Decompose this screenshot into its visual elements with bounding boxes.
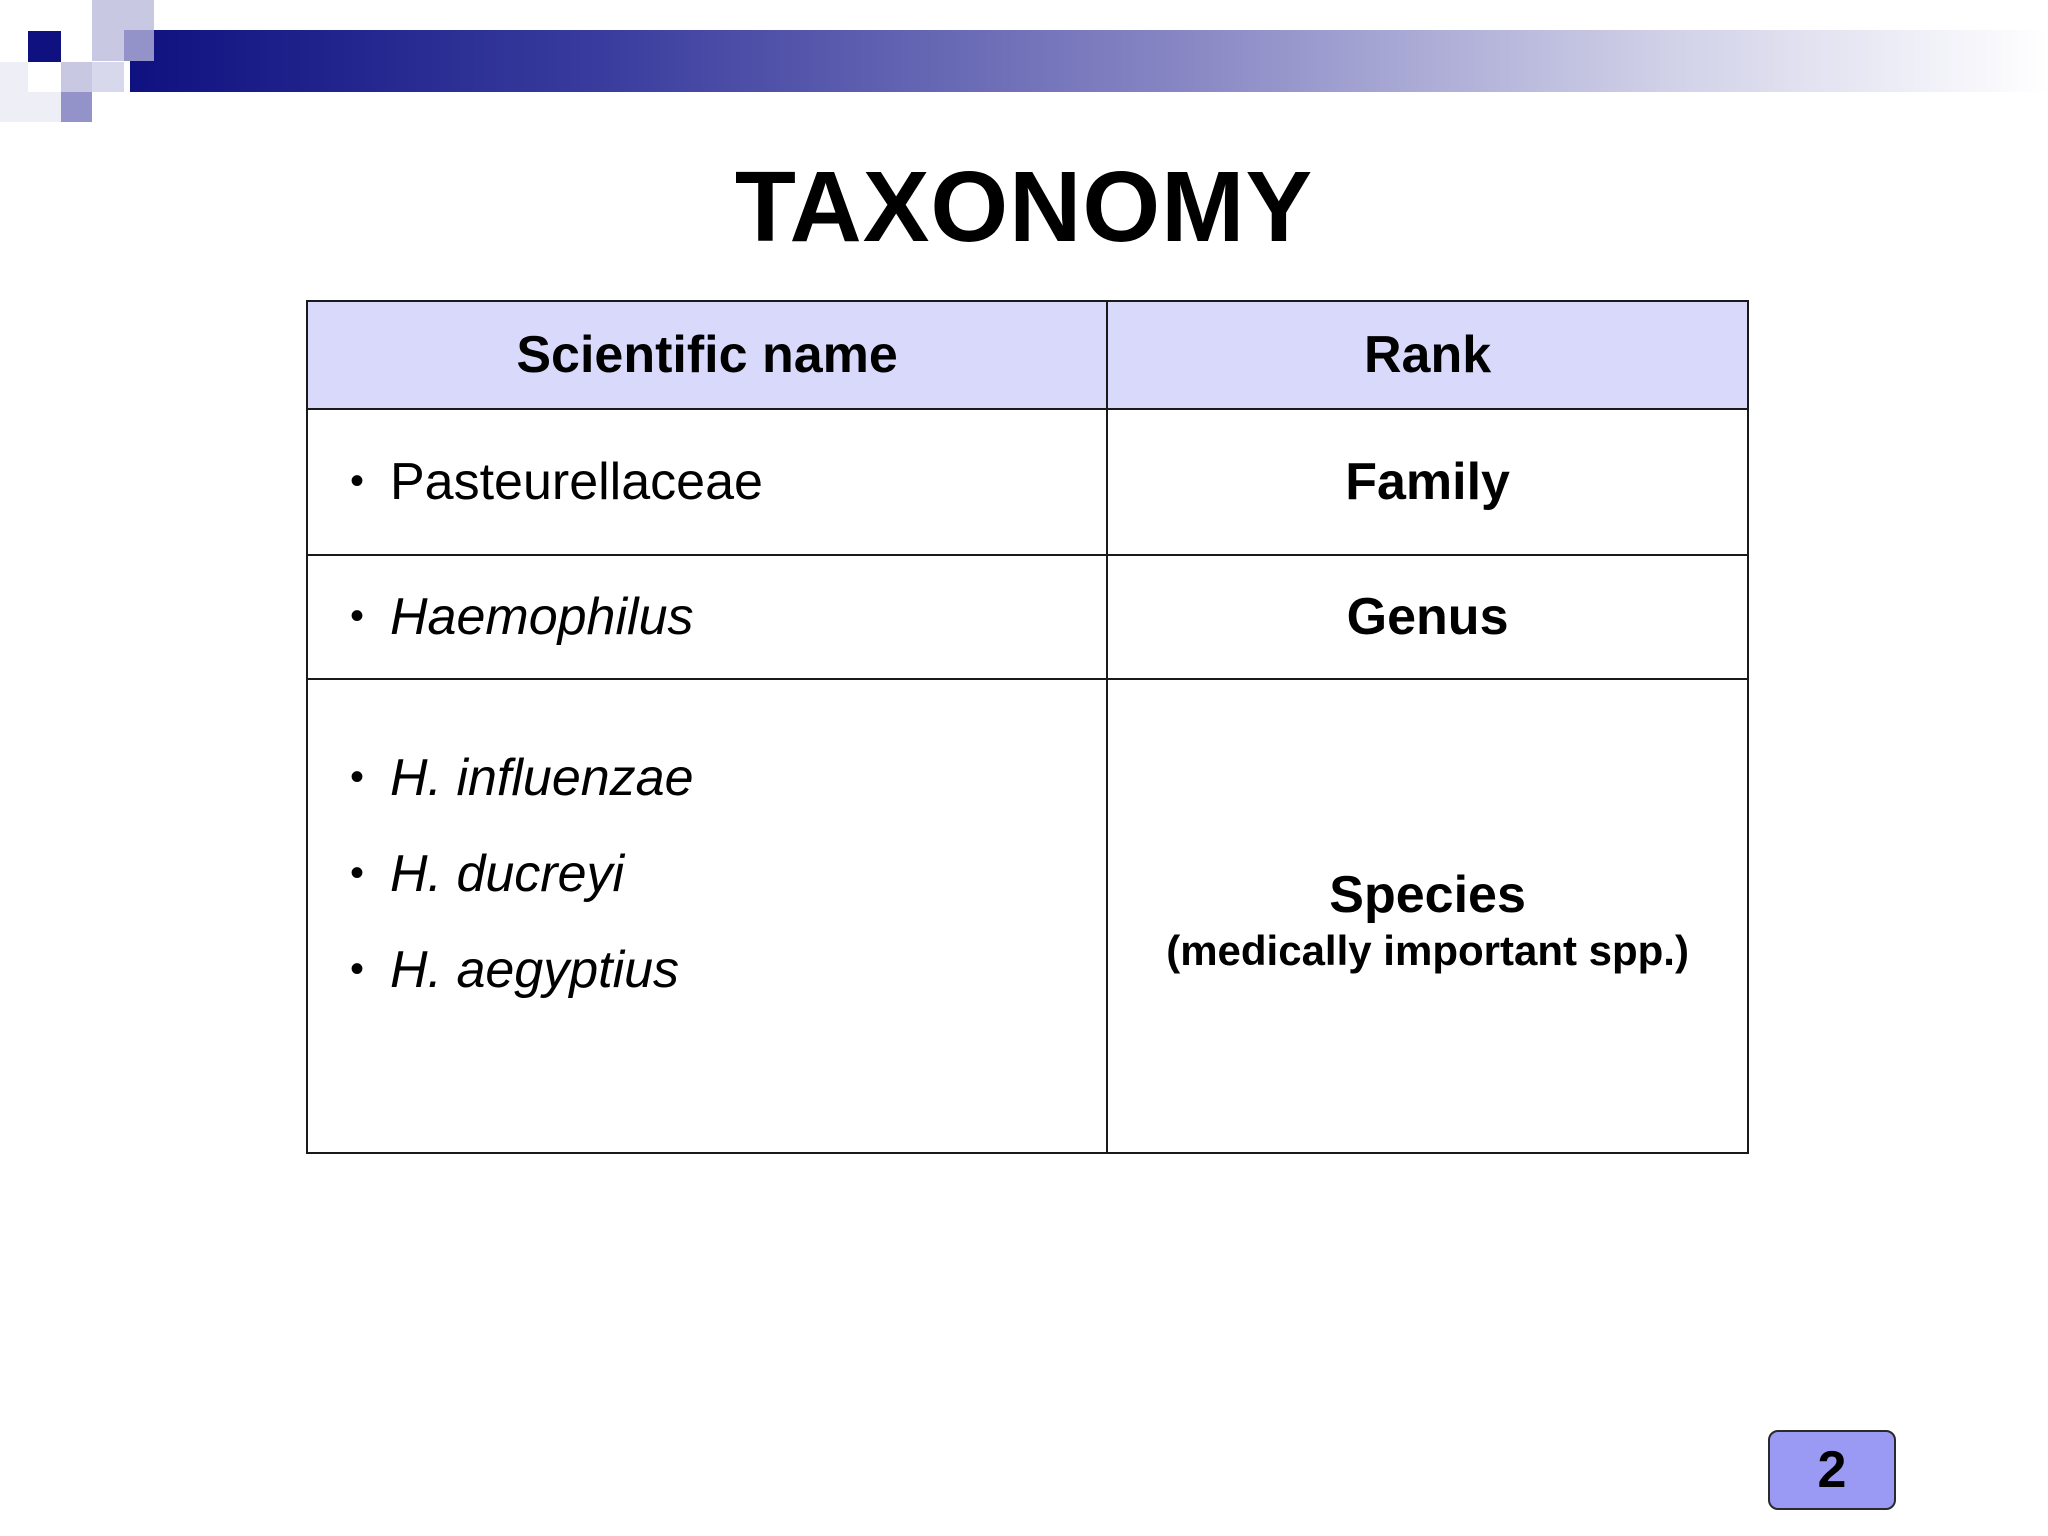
header-rank: Rank (1107, 301, 1748, 409)
page-number-badge: 2 (1768, 1430, 1896, 1510)
table-header-row (307, 301, 1748, 409)
bullet-icon: • (350, 755, 365, 800)
family-name: Pasteurellaceae (390, 453, 763, 511)
header-scientific-name: Scientific name (307, 301, 1107, 409)
bullet-icon: • (350, 593, 365, 638)
list-item (350, 730, 1106, 826)
list-item (350, 826, 1106, 922)
species-rank-cell (1107, 679, 1748, 1153)
genus-name: Haemophilus (390, 588, 694, 646)
decor-square (61, 62, 92, 92)
species-list (308, 680, 1106, 1018)
name-cell (307, 555, 1107, 679)
species-names-cell (307, 679, 1107, 1153)
table-row (307, 409, 1748, 555)
decor-square (61, 92, 92, 122)
taxonomy-table (306, 300, 1749, 1154)
decor-square (92, 62, 124, 92)
bullet-icon: • (350, 851, 365, 896)
rank-genus: Genus (1107, 555, 1748, 679)
decor-square (28, 92, 61, 122)
table-row (307, 555, 1748, 679)
bullet-icon: • (350, 458, 365, 503)
species-name: H. influenzae (390, 749, 694, 807)
table-row (307, 679, 1748, 1153)
decor-square (0, 62, 28, 122)
rank-species: Species (1329, 866, 1526, 924)
list-item (350, 922, 1106, 1018)
slide-title: TAXONOMY (734, 151, 1314, 263)
header-gradient-bar (130, 30, 2048, 92)
rank-family: Family (1107, 409, 1748, 555)
decor-square (92, 0, 154, 30)
decor-square (92, 30, 124, 61)
species-name: H. ducreyi (390, 845, 625, 903)
species-name: H. aegyptius (390, 941, 680, 999)
decor-square (28, 31, 61, 62)
bullet-icon: • (350, 947, 365, 992)
rank-species-note: (medically important spp.) (1166, 927, 1689, 974)
name-cell (307, 409, 1107, 555)
decor-square (124, 30, 154, 61)
species-rank (1108, 680, 1747, 1152)
